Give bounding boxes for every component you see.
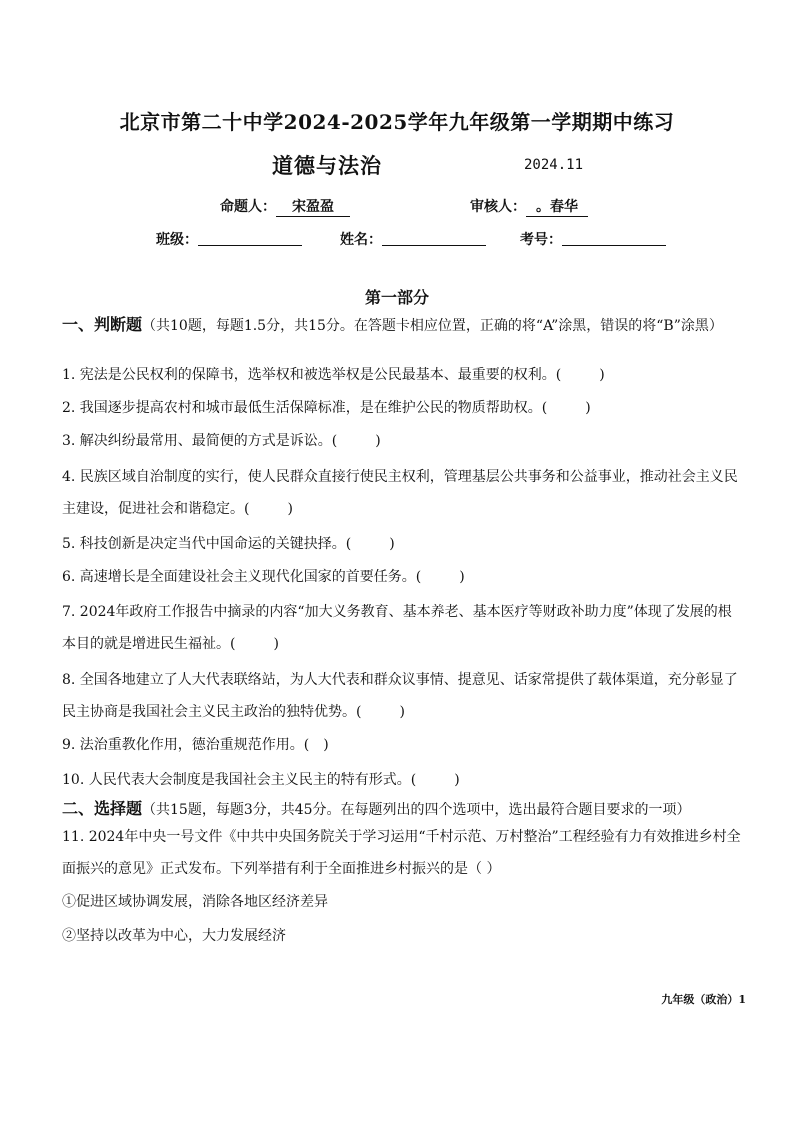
question-10: 10. 人民代表大会制度是我国社会主义民主的特有形式。( ) [62,772,460,788]
exam-no-field [520,229,666,249]
name-label: 姓名： [340,232,382,248]
section1-name: 一、判断题 [62,315,143,334]
question-1: 1. 宪法是公民权利的保障书，选举权和被选举权是公民最基本、最重要的权利。( ) [62,367,605,383]
question-9: 9. 法治重教化作用，德治重规范作用。( ) [62,737,329,753]
option-1: ①促进区域协调发展，消除各地区经济差异 [62,894,328,910]
part-title: 第一部分 [364,288,429,307]
exam-no-label: 考号： [520,232,562,248]
class-label: 班级： [156,232,198,248]
author-name: 宋盈盈 [276,196,350,217]
section2-header [62,797,742,822]
reviewer-label: 审核人： [470,199,526,215]
author-label: 命题人： [220,199,276,215]
section1-desc: （共10题，每题1.5分，共15分。在答题卡相应位置，正确的将“A”涂黑，错误的将“B”涂黑） [142,318,723,334]
section2-name: 二、选择题 [62,799,143,818]
option-2: ②坚持以改革为中心，大力发展经济 [62,928,286,944]
page-footer: 九年级（政治）1 [661,993,746,1006]
question-11: 11. 2024年中央一号文件《中共中央国务院关于学习运用“千村示范、万村整治”工程经验有力有效推进乡村全面振兴的意见》正式发布。下列举措有利于全面推进乡村振兴的是（ ） [62,829,741,877]
exam-no-blank[interactable] [562,231,666,246]
question-2: 2. 我国逐步提高农村和城市最低生活保障标准，是在维护公民的物质帮助权。( ) [62,400,591,416]
exam-title: 北京市第二十中学2024-2025学年九年级第一学期期中练习 [119,110,675,134]
question-7: 7. 2024年政府工作报告中摘录的内容“加大义务教育、基本养老、基本医疗等财政补助力度”体现了发展的根本目的就是增进民生福祉。( ) [62,604,732,652]
name-field [340,229,486,249]
reviewer-name: 。春华 [526,196,588,217]
class-field [156,229,302,249]
name-blank[interactable] [382,231,486,246]
question-6: 6. 高速增长是全面建设社会主义现代化国家的首要任务。( ) [62,569,465,585]
reviewer-line [470,196,588,217]
exam-date: 2024.11 [524,157,584,173]
section1-header [62,313,742,338]
author-line [220,196,350,217]
subject-title: 道德与法治 [272,153,382,178]
section2-desc: （共15题，每题3分，共45分。在每题列出的四个选项中，选出最符合题目要求的一项） [142,802,691,818]
question-8: 8. 全国各地建立了人大代表联络站，为人大代表和群众议事情、提意见、话家常提供了载体渠道，充分彰显了民主协商是我国社会主义民主政治的独特优势。( ) [62,672,738,720]
question-4: 4. 民族区域自治制度的实行，使人民群众直接行使民主权利，管理基层公共事务和公益事业，推动社会主义民主建设，促进社会和谐稳定。( ) [62,469,738,517]
question-5: 5. 科技创新是决定当代中国命运的关键抉择。( ) [62,536,395,552]
class-blank[interactable] [198,231,302,246]
question-3: 3. 解决纠纷最常用、最简便的方式是诉讼。( ) [62,433,381,449]
